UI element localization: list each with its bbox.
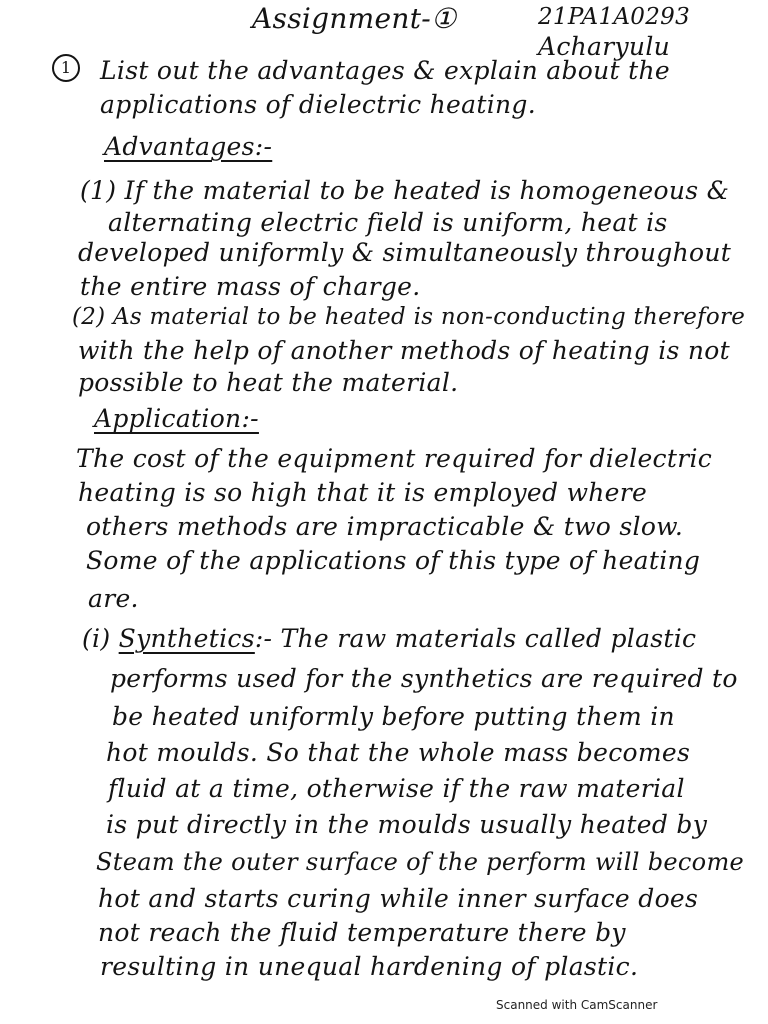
application-line: Some of the applications of this type of heating <box>86 546 701 575</box>
synthetics-line: hot and starts curing while inner surface does <box>98 884 699 913</box>
advantages-line: with the help of another methods of heating is not <box>78 336 730 365</box>
scanner-watermark: Scanned with CamScanner <box>496 998 658 1012</box>
synthetics-line: performs used for the synthetics are required to <box>110 664 738 693</box>
advantages-line: possible to heat the material. <box>78 368 459 397</box>
synthetics-line: hot moulds. So that the whole mass becomes <box>106 738 691 767</box>
question-line-2: applications of dielectric heating. <box>100 90 536 119</box>
advantages-line: (1) If the material to be heated is homogeneous & <box>80 176 730 205</box>
application-line: others methods are impracticable & two slow. <box>86 512 684 541</box>
advantages-line: the entire mass of charge. <box>80 272 421 301</box>
advantages-line: developed uniformly & simultaneously throughout <box>78 238 732 267</box>
synthetics-label: (i) <box>82 624 111 653</box>
synthetics-line: Steam the outer surface of the perform will become <box>96 848 745 876</box>
advantages-line: alternating electric field is uniform, heat is <box>108 208 668 237</box>
application-line: are. <box>88 584 139 613</box>
synthetics-line: be heated uniformly before putting them in <box>112 702 675 731</box>
question-line-1: List out the advantages & explain about the <box>100 56 670 85</box>
synthetics-heading-line <box>82 624 696 653</box>
synthetics-heading-suffix: :- The raw materials called plastic <box>254 624 697 653</box>
synthetics-line: is put directly in the moulds usually heated by <box>106 810 708 839</box>
application-line: heating is so high that it is employed where <box>78 478 648 507</box>
student-name: Acharyulu <box>538 32 671 61</box>
assignment-title: Assignment-① <box>252 2 457 35</box>
application-line: The cost of the equipment required for dielectric <box>76 444 713 473</box>
question-number-circle: 1 <box>52 54 80 82</box>
advantages-heading: Advantages:- <box>104 132 273 161</box>
synthetics-line: resulting in unequal hardening of plastic. <box>100 952 639 981</box>
synthetics-line: fluid at a time, otherwise if the raw material <box>108 774 685 803</box>
application-heading: Application:- <box>94 404 259 433</box>
advantages-line: (2) As material to be heated is non-conducting therefore <box>72 304 746 330</box>
synthetics-heading: Synthetics <box>118 624 255 653</box>
roll-number: 21PA1A0293 <box>538 4 691 30</box>
synthetics-line: not reach the fluid temperature there by <box>98 918 626 947</box>
